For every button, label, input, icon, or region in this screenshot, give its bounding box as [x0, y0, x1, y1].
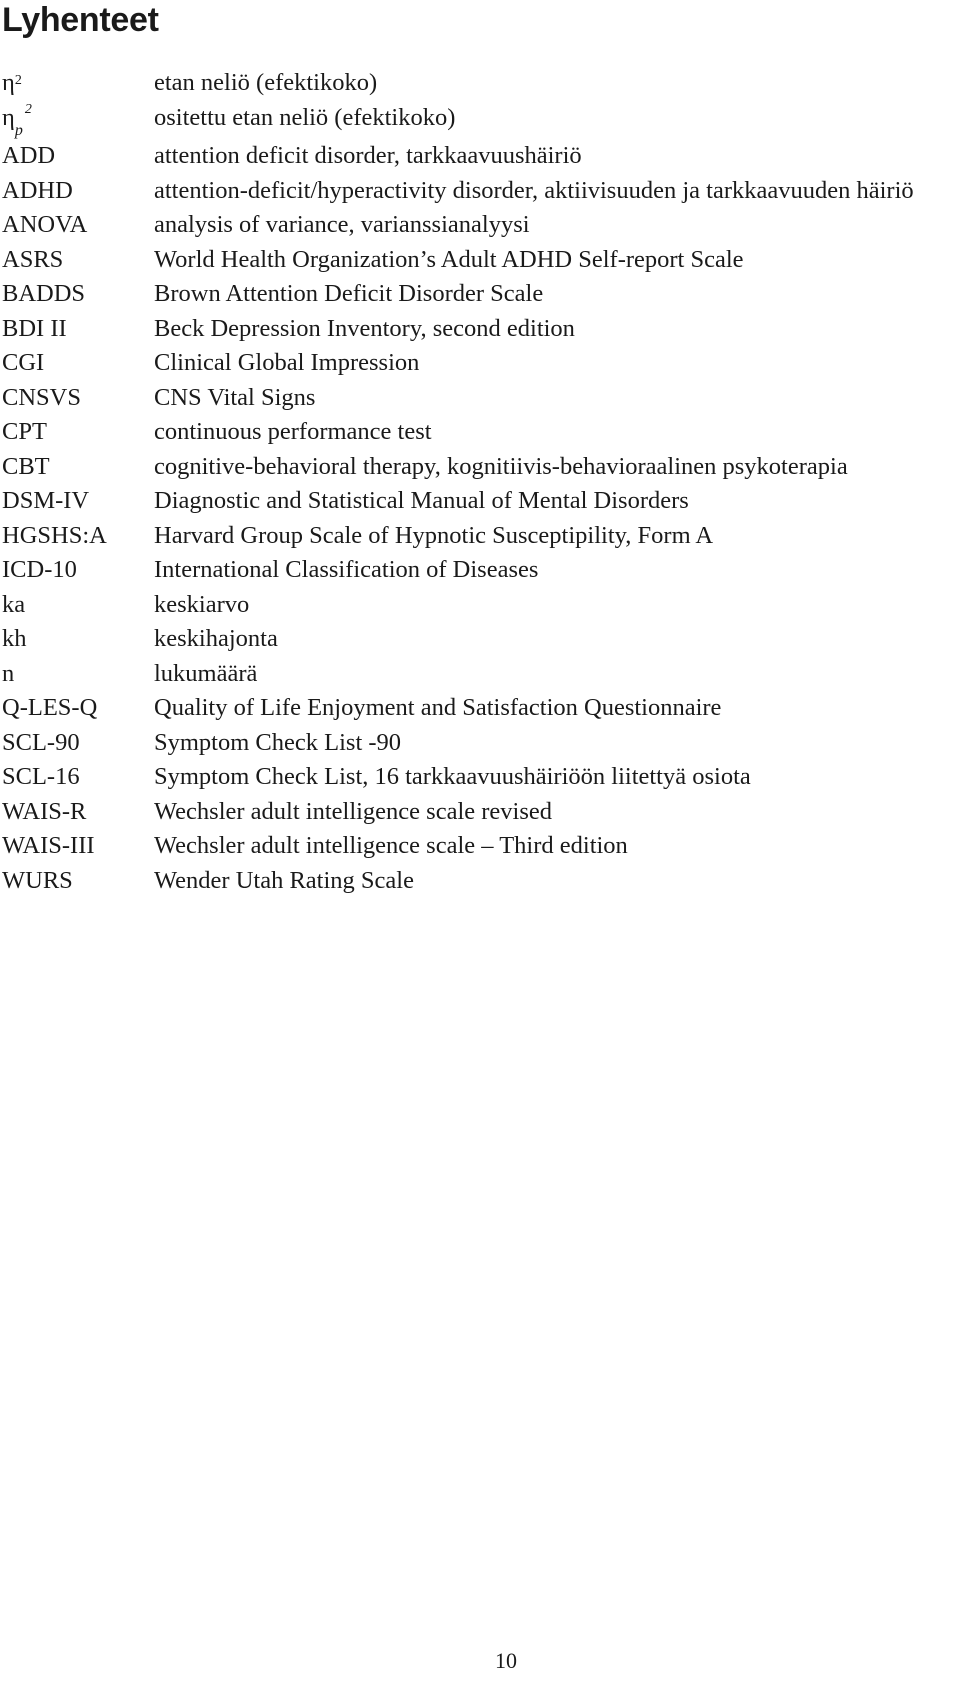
abbreviation-definition: keskiarvo: [154, 590, 250, 618]
abbreviation-definition: attention-deficit/hyperactivity disorder, aktiivisuuden ja tarkkaavuuden häiriö: [154, 176, 914, 204]
abbreviation-row: [2, 174, 952, 209]
term-superscript: 2: [14, 73, 22, 88]
abbreviation-definition: Wender Utah Rating Scale: [154, 866, 414, 894]
abbreviation-row: [2, 381, 952, 416]
abbreviation-term: n: [2, 659, 15, 687]
abbreviation-definition: Quality of Life Enjoyment and Satisfaction Questionnaire: [154, 694, 722, 721]
abbreviation-term: SCL-90: [2, 728, 80, 756]
abbreviation-row: [2, 864, 952, 899]
abbreviation-definition: Symptom Check List, 16 tarkkaavuushäiriöön liitettyä osiota: [154, 763, 751, 790]
abbreviation-term: CBT: [2, 452, 50, 480]
abbreviation-definition: analysis of variance, varianssianalyysi: [154, 211, 530, 238]
abbreviation-row: [2, 277, 952, 312]
abbreviation-term: ADHD: [2, 176, 73, 204]
page-number: 10: [495, 1648, 517, 1673]
abbreviation-list: [2, 66, 952, 898]
abbreviation-row: [2, 484, 952, 519]
abbreviation-definition: Wechsler adult intelligence scale – Third edition: [154, 832, 628, 859]
abbreviation-row: [2, 519, 952, 554]
abbreviation-row: [2, 415, 952, 450]
abbreviation-definition: International Classification of Diseases: [154, 556, 539, 583]
abbreviation-definition: attention deficit disorder, tarkkaavuushäiriö: [154, 142, 582, 169]
abbreviation-definition: lukumäärä: [154, 659, 258, 687]
abbreviation-definition: World Health Organization’s Adult ADHD Self-report Scale: [154, 245, 744, 273]
abbreviation-term: CNSVS: [2, 383, 81, 411]
abbreviation-row: [2, 691, 952, 726]
term-subscript: p: [14, 121, 23, 139]
abbreviation-definition: Clinical Global Impression: [154, 349, 420, 376]
term-superscript: 2: [24, 101, 32, 117]
abbreviation-row: [2, 657, 952, 692]
abbreviation-row: [2, 101, 952, 140]
abbreviation-definition: Beck Depression Inventory, second edition: [154, 314, 575, 342]
abbreviation-term: BDI II: [2, 314, 67, 342]
term-symbol: η: [2, 69, 15, 96]
abbreviation-row: [2, 66, 952, 101]
abbreviation-definition: ositettu etan neliö (efektikoko): [154, 103, 456, 131]
abbreviation-definition: CNS Vital Signs: [154, 383, 316, 411]
abbreviation-definition: cognitive-behavioral therapy, kognitiivis-behavioraalinen psykoterapia: [154, 452, 848, 480]
abbreviation-term: CGI: [2, 349, 45, 376]
abbreviation-row: [2, 346, 952, 381]
abbreviation-row: [2, 829, 952, 864]
abbreviation-term: DSM-IV: [2, 487, 90, 514]
abbreviation-definition: Wechsler adult intelligence scale revised: [154, 797, 553, 825]
abbreviation-term: SCL-16: [2, 763, 80, 790]
abbreviation-term: BADDS: [2, 280, 86, 307]
abbreviation-term: ASRS: [2, 245, 64, 273]
abbreviation-term: WURS: [2, 866, 73, 894]
abbreviation-row: [2, 312, 952, 347]
abbreviation-term: ka: [2, 590, 26, 618]
abbreviation-term: ADD: [2, 142, 56, 169]
abbreviation-definition: keskihajonta: [154, 625, 278, 652]
abbreviation-row: [2, 795, 952, 830]
abbreviation-term: Q-LES-Q: [2, 694, 98, 721]
abbreviation-term: kh: [2, 625, 27, 652]
abbreviation-term: WAIS-R: [2, 797, 87, 825]
abbreviation-term: HGSHS:A: [2, 521, 107, 549]
abbreviation-row: [2, 139, 952, 174]
abbreviation-row: [2, 760, 952, 795]
abbreviation-definition: Brown Attention Deficit Disorder Scale: [154, 280, 544, 307]
abbreviation-term: [2, 66, 154, 101]
page-title: Lyhenteet: [2, 1, 159, 39]
term-symbol: η: [2, 103, 15, 131]
abbreviation-definition: Diagnostic and Statistical Manual of Mental Disorders: [154, 487, 689, 514]
abbreviation-definition: etan neliö (efektikoko): [154, 69, 378, 96]
abbreviation-term: CPT: [2, 418, 47, 445]
abbreviation-term: WAIS-III: [2, 832, 95, 859]
abbreviation-row: [2, 208, 952, 243]
abbreviation-row: [2, 243, 952, 278]
abbreviation-row: [2, 726, 952, 761]
abbreviation-row: [2, 588, 952, 623]
abbreviation-definition: Harvard Group Scale of Hypnotic Susceptipility, Form A: [154, 521, 714, 549]
abbreviation-definition: Symptom Check List -90: [154, 728, 402, 756]
abbreviation-row: [2, 553, 952, 588]
abbreviation-definition: continuous performance test: [154, 418, 432, 445]
abbreviation-term: ANOVA: [2, 211, 88, 238]
abbreviation-term: [2, 101, 154, 140]
abbreviation-row: [2, 622, 952, 657]
abbreviation-row: [2, 450, 952, 485]
abbreviation-term: ICD-10: [2, 556, 77, 583]
